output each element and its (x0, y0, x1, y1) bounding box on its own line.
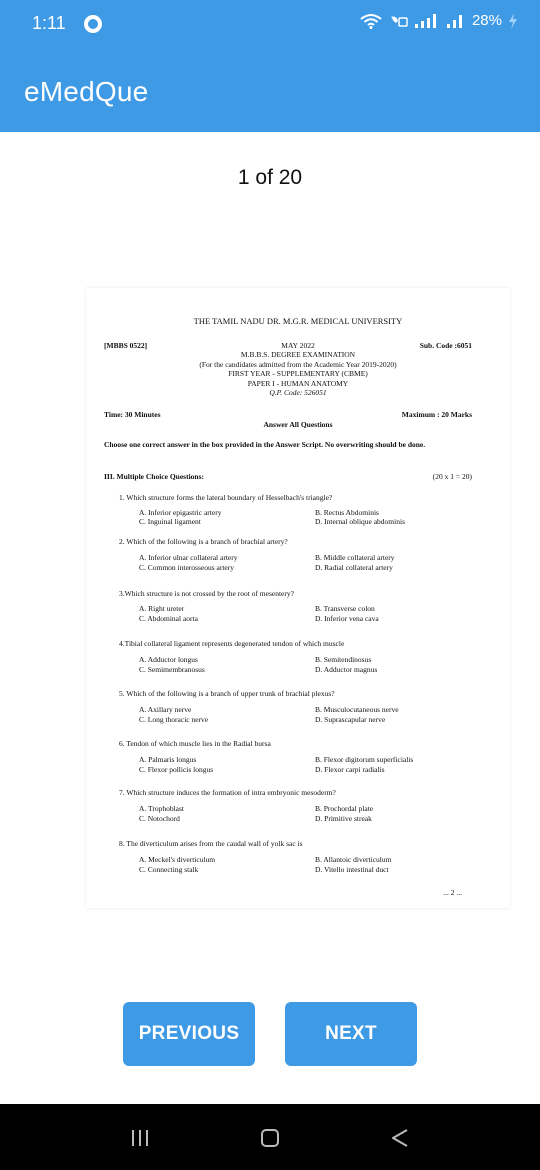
status-time: 1:11 (32, 13, 66, 33)
question-2: 2. Which of the following is a branch of brachial artery? (119, 537, 288, 546)
q7-option-c: C. Notochord (139, 814, 180, 823)
q2-option-a: A. Inferior ulnar collateral artery (139, 553, 238, 562)
page-counter: 1 of 20 (237, 166, 303, 189)
q1-option-d: D. Internal oblique abdominis (315, 517, 405, 526)
signal-2-icon (446, 13, 466, 29)
q6-option-c: C. Flexor pollicis longus (139, 765, 214, 774)
q8-option-b: B. Allantoic diverticulum (315, 855, 392, 864)
section-marks: (20 x 1 = 20) (432, 472, 472, 481)
answer-all: Answer All Questions (263, 420, 333, 429)
q2-option-d: D. Radial collateral artery (315, 563, 393, 572)
university-name: THE TAMIL NADU DR. M.G.R. MEDICAL UNIVERSITY (193, 316, 403, 326)
q1-option-b: B. Rectus Abdominis (315, 508, 379, 517)
degree-title: M.B.B.S. DEGREE EXAMINATION (240, 350, 356, 359)
q2-option-c: C. Common interosseous artery (139, 563, 234, 572)
question-1: 1. Which structure forms the lateral boundary of Hesselbach's triangle? (119, 493, 333, 502)
q7-option-a: A. Trophoblast (139, 804, 185, 813)
recent-apps-icon[interactable] (128, 1126, 152, 1150)
q5-option-c: C. Long thoracic nerve (139, 715, 209, 724)
q5-option-d: D. Suprascapular nerve (315, 715, 386, 724)
instructions: Choose one correct answer in the box provided in the Answer Script. No overwriting should be done. (104, 440, 426, 449)
status-icons (360, 12, 518, 29)
next-button[interactable]: NEXT (285, 1002, 417, 1066)
q6-option-a: A. Palmaris longus (139, 755, 197, 764)
q3-option-b: B. Transverse colon (315, 604, 375, 613)
q7-option-b: B. Prochordal plate (315, 804, 374, 813)
home-icon[interactable] (258, 1126, 282, 1150)
q3-option-a: A. Right ureter (139, 604, 185, 613)
paper-title: PAPER I - HUMAN ANATOMY (247, 379, 349, 388)
question-6: 6. Tendon of which muscle lies in the Radial bursa (119, 739, 271, 748)
q1-option-a: A. Inferior epigastric artery (139, 508, 222, 517)
signal-icon (414, 13, 440, 29)
paper-code: [MBBS 0522] (104, 341, 148, 350)
wifi-icon (360, 13, 382, 29)
candidates-note: (For the candidates admitted from the Academic Year 2019-2020) (199, 360, 397, 369)
q4-option-a: A. Adductor longus (139, 655, 198, 664)
q4-option-d: D. Adductor magnus (315, 665, 378, 674)
q8-option-c: C. Connecting stalk (139, 865, 199, 874)
q4-option-b: B. Semitendinosus (315, 655, 372, 664)
q1-option-c: C. Inguinal ligament (139, 517, 201, 526)
qp-code: Q.P. Code: 526051 (269, 388, 327, 397)
time-allowed: Time: 30 Minutes (104, 410, 161, 419)
previous-button[interactable]: PREVIOUS (123, 1002, 255, 1066)
q2-option-b: B. Middle collateral artery (315, 553, 395, 562)
charging-icon (508, 13, 518, 29)
q8-option-d: D. Vitello intestinal duct (315, 865, 389, 874)
q4-option-c: C. Semimembranosus (139, 665, 205, 674)
q3-option-c: C. Abdominal aorta (139, 614, 198, 623)
exam-month: MAY 2022 (281, 341, 315, 350)
status-bar (0, 0, 540, 48)
question-paper-page[interactable] (86, 288, 510, 908)
q8-option-a: A. Meckel's diverticulum (139, 855, 216, 864)
notification-dot-icon (84, 15, 102, 33)
year-title: FIRST YEAR - SUPPLEMENTARY (CBME) (228, 369, 368, 378)
q6-option-b: B. Flexor digitorum superficialis (315, 755, 414, 764)
app-title: eMedQue (24, 76, 149, 107)
system-nav-bar (0, 1104, 540, 1170)
maximum-marks: Maximum : 20 Marks (401, 410, 472, 419)
back-icon[interactable] (388, 1126, 412, 1150)
question-3: 3.Which structure is not crossed by the root of mesentery? (119, 589, 294, 598)
q3-option-d: D. Inferior vena cava (315, 614, 379, 623)
question-7: 7. Which structure induces the formation of intra embryonic mesoderm? (119, 788, 336, 797)
section-title: III. Multiple Choice Questions: (104, 472, 205, 481)
q5-option-b: B. Musculocutaneous nerve (315, 705, 399, 714)
app-bar (0, 48, 540, 132)
q7-option-d: D. Primitive streak (315, 814, 372, 823)
page-footer: ... 2 ... (443, 888, 462, 897)
volte-icon (388, 13, 408, 29)
q6-option-d: D. Flexor carpi radialis (315, 765, 385, 774)
sub-code: Sub. Code :6051 (419, 341, 472, 350)
battery-percent: 28% (471, 12, 502, 29)
question-4: 4.Tibial collateral ligament represents degenerated tendon of which muscle (119, 639, 345, 648)
question-5: 5. Which of the following is a branch of upper trunk of brachial plexus? (119, 689, 335, 698)
q5-option-a: A. Axillary nerve (139, 705, 192, 714)
question-8: 8. The diverticulum arises from the caudal wall of yolk sac is (119, 839, 303, 848)
